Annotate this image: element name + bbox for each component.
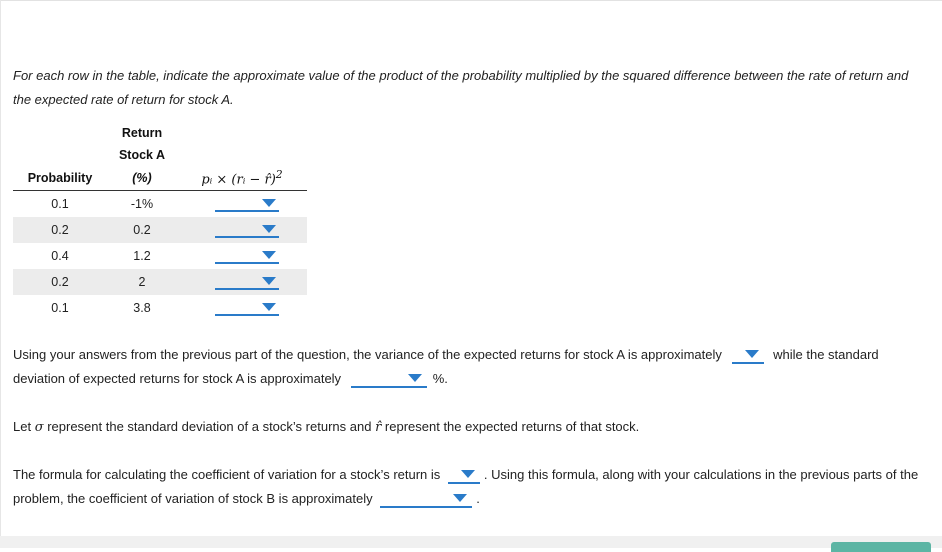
dropdown-arrow-icon xyxy=(453,494,467,502)
cv-formula-dropdown[interactable] xyxy=(448,468,480,484)
probability-cell: 0.4 xyxy=(51,249,69,263)
cv-text-3: . xyxy=(476,491,480,506)
answer-cell xyxy=(177,269,307,295)
table-row xyxy=(13,269,307,295)
top-divider xyxy=(0,0,942,1)
left-divider xyxy=(0,0,1,548)
table-row xyxy=(13,191,307,218)
answer-dropdown[interactable] xyxy=(215,274,279,290)
formula-base: pᵢ × (rᵢ − r̂) xyxy=(201,172,276,188)
sigma-symbol: σ xyxy=(34,420,44,435)
returns-table-container xyxy=(13,122,307,321)
dropdown-arrow-icon xyxy=(262,303,276,311)
probability-header: Probability xyxy=(13,166,107,191)
probability-cell: 0.2 xyxy=(13,217,107,243)
std-dev-dropdown[interactable] xyxy=(351,372,427,388)
dropdown-arrow-icon xyxy=(262,277,276,285)
definition-text-1: Let xyxy=(13,419,32,434)
returns-table xyxy=(13,122,307,321)
answer-dropdown[interactable] xyxy=(215,248,279,264)
table-row xyxy=(13,243,307,269)
probability-cell: 0.1 xyxy=(51,301,69,315)
return-header: Return xyxy=(121,126,163,140)
return-cell: 0.2 xyxy=(107,217,177,243)
bottom-toolbar xyxy=(0,536,942,548)
table-row xyxy=(13,217,307,243)
instructions-text: For each row in the table, indicate the approximate value of the product of the probability multiplied by the squared difference between the rate of return and the expected rate of return for stock A. xyxy=(13,68,909,107)
answer-dropdown[interactable] xyxy=(215,222,279,238)
answer-cell xyxy=(177,295,307,321)
dropdown-arrow-icon xyxy=(408,374,422,382)
dropdown-arrow-icon xyxy=(461,470,475,478)
probability-cell: 0.2 xyxy=(13,269,107,295)
stock-a-header: Stock A xyxy=(118,148,166,162)
answer-cell xyxy=(177,191,307,218)
answer-cell xyxy=(177,217,307,243)
return-cell: 1.2 xyxy=(133,249,151,263)
definition-paragraph xyxy=(13,415,933,440)
cv-text-1: The formula for calculating the coefficient of variation for a stock’s return is xyxy=(13,467,441,482)
formula-header xyxy=(177,166,307,191)
dropdown-arrow-icon xyxy=(745,350,759,358)
submit-button[interactable] xyxy=(831,542,931,552)
dropdown-arrow-icon xyxy=(262,199,276,207)
rhat-symbol: r̂ xyxy=(375,420,382,435)
variance-dropdown[interactable] xyxy=(732,348,764,364)
formula-exponent: 2 xyxy=(275,168,283,182)
variance-text-2: while the standard deviation of expected returns for stock A is approximately xyxy=(13,347,879,386)
cv-paragraph xyxy=(13,463,933,511)
variance-paragraph xyxy=(13,343,933,391)
answer-cell xyxy=(177,243,307,269)
cv-text-2: . Using this formula, along with your calculations in the previous parts of the problem, the coefficient of variation of stock B is approximately xyxy=(13,467,919,506)
variance-text-1: Using your answers from the previous part of the question, the variance of the expected returns for stock A is approximately xyxy=(13,347,722,362)
dropdown-arrow-icon xyxy=(262,225,276,233)
table-row xyxy=(13,295,307,321)
return-cell: -1% xyxy=(130,197,154,211)
dropdown-arrow-icon xyxy=(262,251,276,259)
definition-text-3: represent the expected returns of that stock. xyxy=(384,419,640,434)
return-cell: 3.8 xyxy=(133,301,151,315)
answer-dropdown[interactable] xyxy=(215,300,279,316)
percent-header: (%) xyxy=(107,166,177,191)
cv-stock-b-dropdown[interactable] xyxy=(380,492,472,508)
variance-text-3: %. xyxy=(432,371,448,386)
definition-text-2: represent the standard deviation of a stock’s returns and xyxy=(47,419,372,434)
probability-cell: 0.1 xyxy=(51,197,69,211)
return-cell: 2 xyxy=(107,269,177,295)
answer-dropdown[interactable] xyxy=(215,196,279,212)
